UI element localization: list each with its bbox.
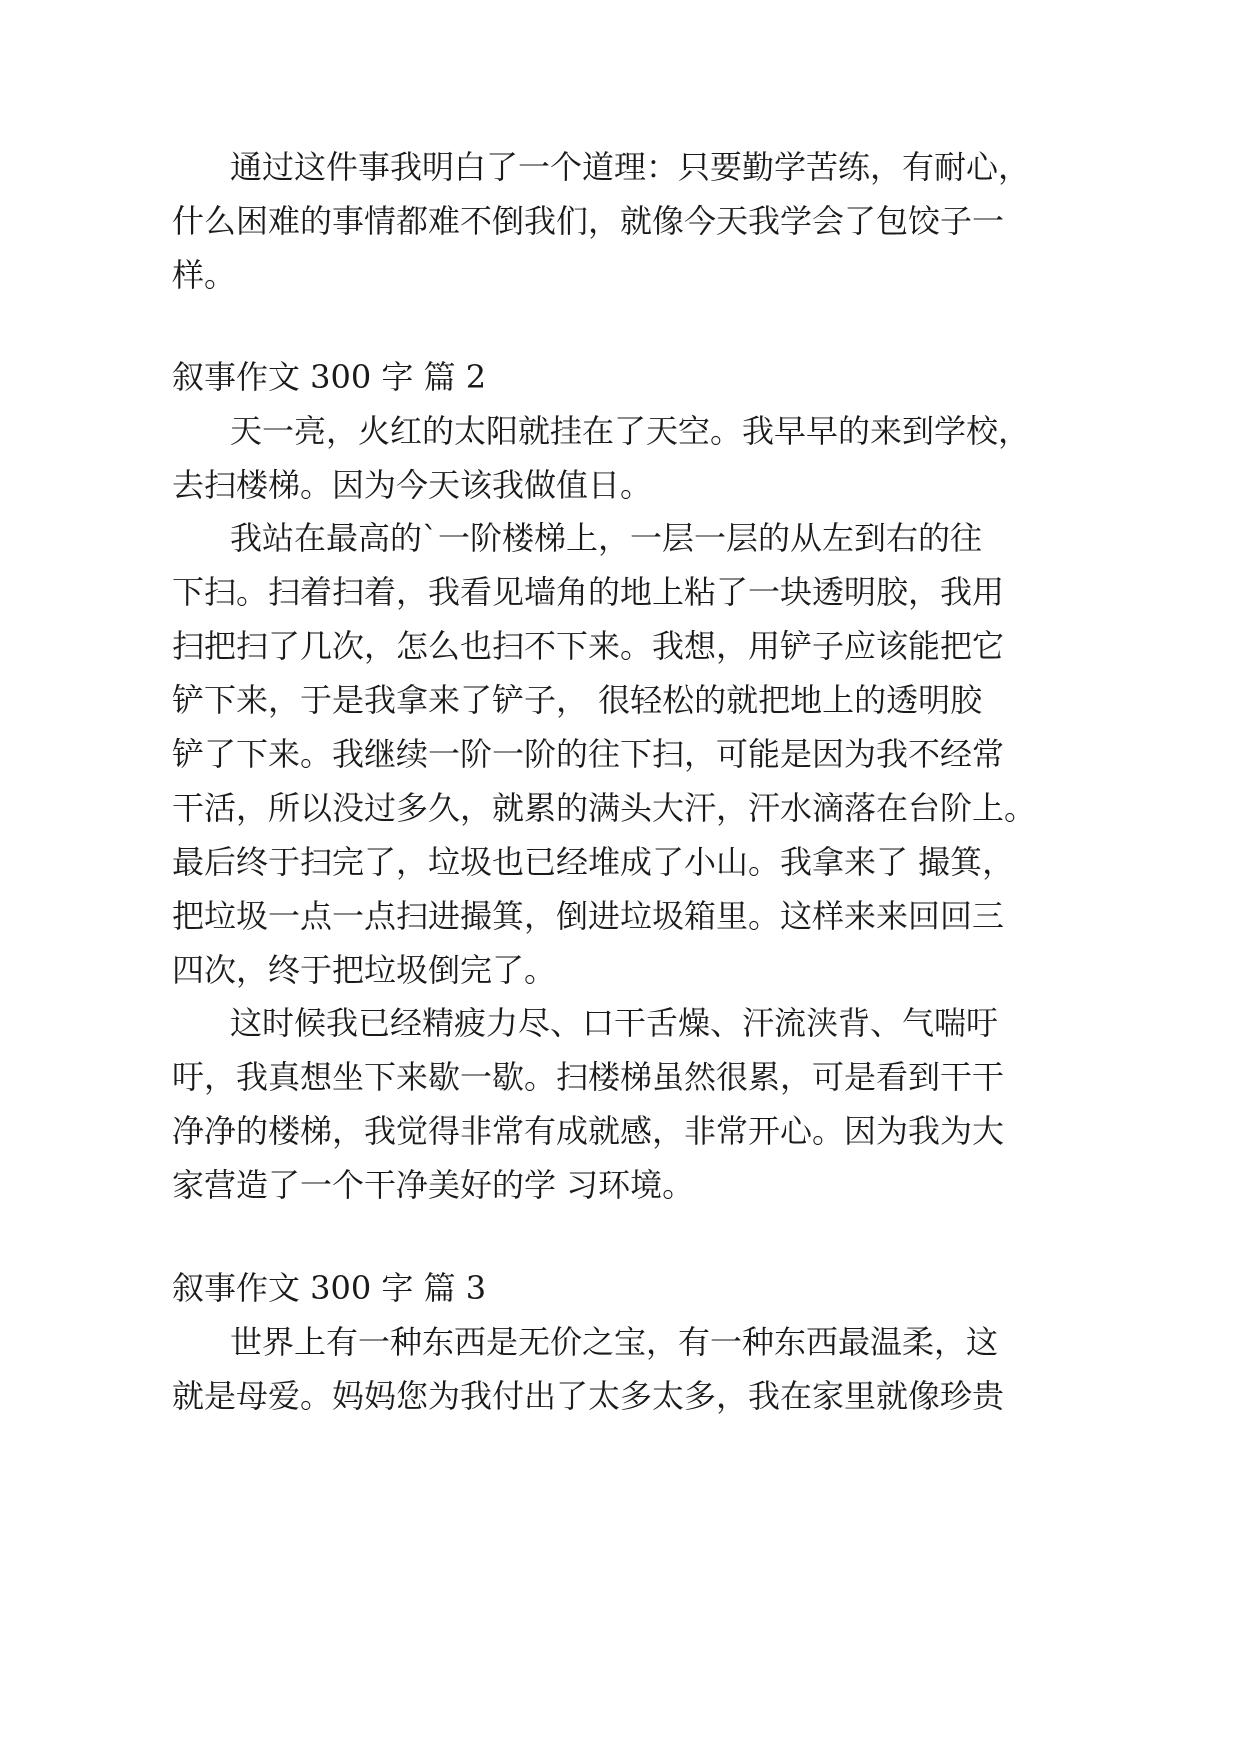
text-line: 天一亮，火红的太阳就挂在了天空。我早早的来到学校，: [230, 412, 1031, 450]
text-line: 什么困难的事情都难不倒我们，就像今天我学会了包饺子一: [172, 202, 1005, 240]
text-line: 铲下来，于是我拿来了铲子， 很轻松的就把地上的透明胶: [172, 681, 983, 719]
text-line: 吁，我真想坐下来歇一歇。扫楼梯虽然很累，可是看到干干: [172, 1058, 1005, 1096]
text-line: 最后终于扫完了，垃圾也已经堆成了小山。我拿来了 撮箕，: [172, 843, 1015, 881]
text-line: 世界上有一种东西是无价之宝，有一种东西最温柔，这: [230, 1323, 999, 1361]
text-line: 就是母爱。妈妈您为我付出了太多太多，我在家里就像珍贵: [172, 1377, 1005, 1415]
text-line: 扫把扫了几次，怎么也扫不下来。我想，用铲子应该能把它: [172, 627, 1005, 665]
section-heading: 叙事作文 300 字 篇 3: [172, 1269, 487, 1307]
text-line: 把垃圾一点一点扫进撮箕，倒进垃圾箱里。这样来来回回三: [172, 897, 1005, 935]
text-line: 铲了下来。我继续一阶一阶的往下扫，可能是因为我不经常: [172, 735, 1005, 773]
text-line: 我站在最高的`一阶楼梯上，一层一层的从左到右的往: [230, 519, 983, 557]
text-line: 通过这件事我明白了一个道理：只要勤学苦练，有耐心，: [230, 148, 1031, 186]
text-line: 去扫楼梯。因为今天该我做值日。: [172, 466, 653, 504]
section-heading: 叙事作文 300 字 篇 2: [172, 358, 487, 396]
text-line: 下扫。扫着扫着，我看见墙角的地上粘了一块透明胶，我用: [172, 573, 1005, 611]
text-line: 这时候我已经精疲力尽、口干舌燥、汗流浃背、气喘吁: [230, 1004, 999, 1042]
text-line: 净净的楼梯，我觉得非常有成就感，非常开心。因为我为大: [172, 1112, 1005, 1150]
text-line: 四次，终于把垃圾倒完了。: [172, 951, 557, 989]
text-line: 家营造了一个干净美好的学 习环境。: [172, 1166, 695, 1204]
text-line: 干活，所以没过多久，就累的满头大汗，汗水滴落在台阶上。: [172, 789, 1037, 827]
text-line: 样。: [172, 256, 237, 294]
